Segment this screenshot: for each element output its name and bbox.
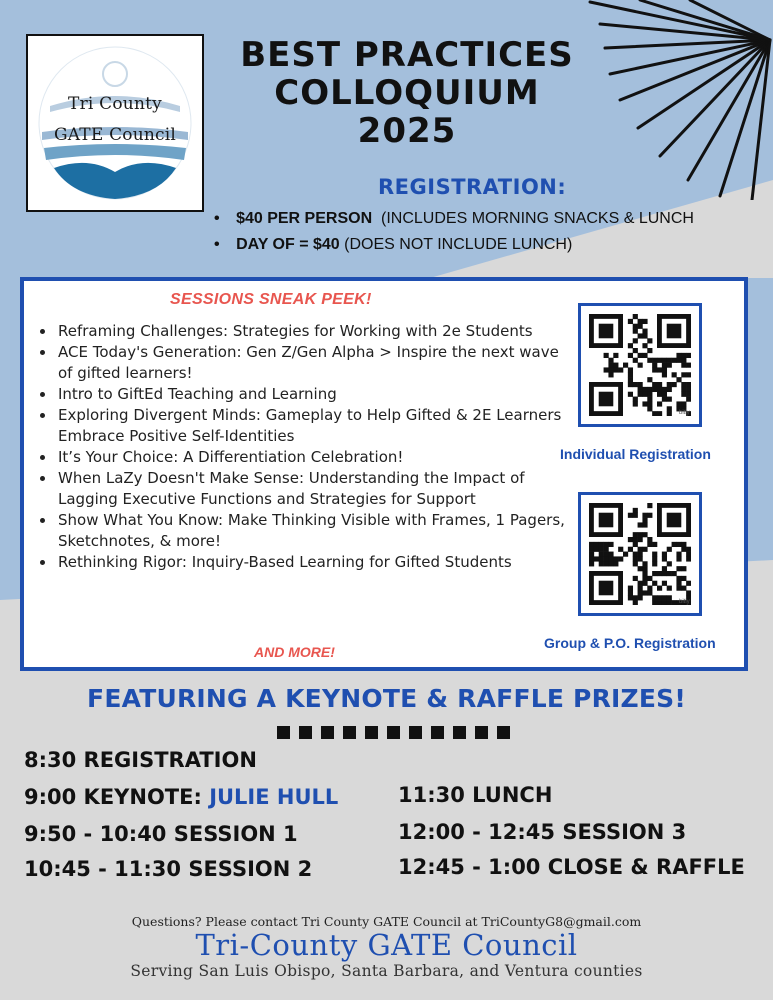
featuring-banner: FEATURING A KEYNOTE & RAFFLE PRIZES! — [87, 684, 686, 713]
session-item: • Rethinking Rigor: Inquiry-Based Learning for Gifted Students — [56, 552, 576, 573]
session-item: • Show What You Know: Make Thinking Visible with Frames, 1 Pagers, Sketchnotes, & more! — [56, 510, 576, 552]
session-item: • When LaZy Doesn't Make Sense: Understanding the Impact of Lagging Executive Functions and Strategies for Support — [56, 468, 576, 510]
schedule-keynote — [24, 785, 338, 809]
schedule-session-2: 10:45 - 11:30 SESSION 2 — [24, 857, 313, 881]
serving-counties: Serving San Luis Obispo, Santa Barbara, and Ventura counties — [130, 962, 643, 980]
session-item: • Reframing Challenges: Strategies for Working with 2e Students — [56, 321, 576, 342]
keynote-speaker: JULIE HULL — [209, 785, 339, 809]
schedule-registration: 8:30 REGISTRATION — [24, 748, 257, 772]
and-more-label: AND MORE! — [254, 644, 335, 660]
title-line1: BEST PRACTICES — [240, 35, 574, 75]
qr-code-icon — [589, 503, 691, 605]
group-registration-qr[interactable] — [578, 492, 702, 616]
event-title — [212, 36, 602, 150]
session-item: • ACE Today's Generation: Gen Z/Gen Alpha > Inspire the next wave of gifted learners! — [56, 342, 576, 384]
organization-name: Tri-County GATE Council — [195, 928, 578, 962]
contact-line: Questions? Please contact Tri County GATE Council at TriCountyG8@gmail.com — [131, 914, 642, 929]
schedule-lunch: 11:30 LUNCH — [398, 783, 553, 807]
session-item: • Intro to GiftEd Teaching and Learning — [56, 384, 576, 405]
registration-list — [214, 206, 694, 258]
session-item: • Exploring Divergent Minds: Gameplay to Help Gifted & 2E Learners Embrace Positive Self-Identities — [56, 405, 576, 447]
registration-item-per-person — [214, 206, 694, 232]
logo-text-line2: GATE Council — [53, 125, 176, 145]
tri-county-gate-logo — [26, 34, 204, 212]
title-line3: 2025 — [357, 111, 457, 151]
session-item: • It’s Your Choice: A Differentiation Celebration! — [56, 447, 576, 468]
sessions-panel — [20, 277, 748, 671]
sessions-title: SESSIONS SNEAK PEEK! — [170, 291, 372, 308]
qr-code-icon — [589, 314, 691, 416]
schedule-close-raffle: 12:45 - 1:00 CLOSE & RAFFLE — [398, 855, 745, 879]
registration-price-note: (INCLUDES MORNING SNACKS & LUNCH — [381, 210, 694, 227]
square-dots-divider — [277, 726, 517, 740]
logo-text-line1: Tri County — [68, 94, 162, 114]
day-of-price-note: (DOES NOT INCLUDE LUNCH) — [344, 236, 573, 253]
group-registration-label[interactable]: Group & P.O. Registration — [544, 635, 716, 651]
registration-heading: REGISTRATION: — [378, 175, 567, 199]
keynote-time: 9:00 KEYNOTE: — [24, 785, 210, 809]
registration-price-label: $40 PER PERSON — [236, 210, 373, 227]
title-line2: COLLOQUIUM — [274, 73, 540, 113]
schedule-session-3: 12:00 - 12:45 SESSION 3 — [398, 820, 687, 844]
sessions-list — [36, 321, 576, 573]
qr-brand-label: bitly — [679, 599, 690, 605]
schedule-session-1: 9:50 - 10:40 SESSION 1 — [24, 822, 298, 846]
day-of-price-label: DAY OF = $40 — [236, 236, 340, 253]
logo-graphic — [28, 36, 202, 210]
individual-registration-label[interactable]: Individual Registration — [560, 446, 711, 462]
individual-registration-qr[interactable] — [578, 303, 702, 427]
qr-brand-label: bitly — [679, 410, 690, 416]
registration-item-day-of — [214, 232, 694, 258]
